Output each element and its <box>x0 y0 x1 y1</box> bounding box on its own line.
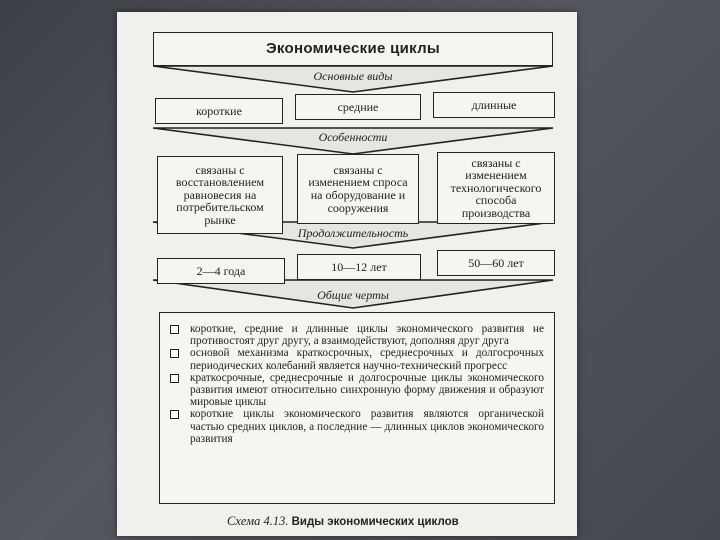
common-feature-text: короткие, средние и длинные циклы экономического развития не противостоят друг другу, а взаимодействуют, дополняя друг друга <box>190 323 544 348</box>
caption-scheme-number: Схема 4.13. <box>227 514 289 528</box>
duration-value: 10—12 лет <box>331 259 387 274</box>
feature-box-long <box>437 152 555 224</box>
duration-box-long <box>437 250 555 276</box>
checkbox-bullet-icon <box>170 410 179 419</box>
list-item <box>168 347 544 371</box>
figure-caption <box>227 514 547 529</box>
duration-box-medium <box>297 254 421 280</box>
list-item <box>168 372 544 409</box>
feature-text: связаны с восстановлением равновесия на потребительском рынке <box>175 162 265 227</box>
common-features-list <box>168 323 544 445</box>
feature-box-medium <box>297 154 419 224</box>
checkbox-bullet-icon <box>170 325 179 334</box>
duration-value: 50—60 лет <box>468 255 524 270</box>
common-feature-text: короткие циклы экономического развития являются органической частью средних циклов, а последние — длинных циклов экономического развития <box>190 408 544 445</box>
scanned-page <box>117 12 577 536</box>
common-feature-text: краткосрочные, среднесрочные и долгосрочные циклы экономического развития имеют относительно синхронную форму движения и образуют мировые циклы <box>190 371 544 409</box>
caption-text: Виды экономических циклов <box>291 516 459 528</box>
list-item <box>168 323 544 347</box>
common-feature-text: основой механизма краткосрочных, среднесрочных и долгосрочных периодических колебаний является научно-технический прогресс <box>190 347 544 372</box>
features-label: Особенности <box>318 130 388 144</box>
diagram-title: Экономические циклы <box>265 40 441 58</box>
duration-label: Продолжительность <box>297 226 409 240</box>
type-label: длинные <box>471 97 517 112</box>
type-box-long <box>433 92 555 118</box>
common-features-box <box>159 312 555 504</box>
types-label: Основные виды <box>313 69 393 83</box>
feature-box-short <box>157 156 283 234</box>
type-label: средние <box>337 99 379 114</box>
type-box-short <box>155 98 283 124</box>
checkbox-bullet-icon <box>170 374 179 383</box>
duration-box-short <box>157 258 285 284</box>
type-box-medium <box>295 94 421 120</box>
checkbox-bullet-icon <box>170 349 179 358</box>
title-box <box>153 32 553 66</box>
type-label: короткие <box>196 103 242 118</box>
feature-text: связаны с изменением технологического способа производства <box>450 155 542 220</box>
list-item <box>168 408 544 445</box>
common-label: Общие черты <box>317 288 389 302</box>
duration-value: 2—4 года <box>196 263 246 278</box>
feature-text: связаны с изменением спроса на оборудование и сооружения <box>308 162 408 215</box>
